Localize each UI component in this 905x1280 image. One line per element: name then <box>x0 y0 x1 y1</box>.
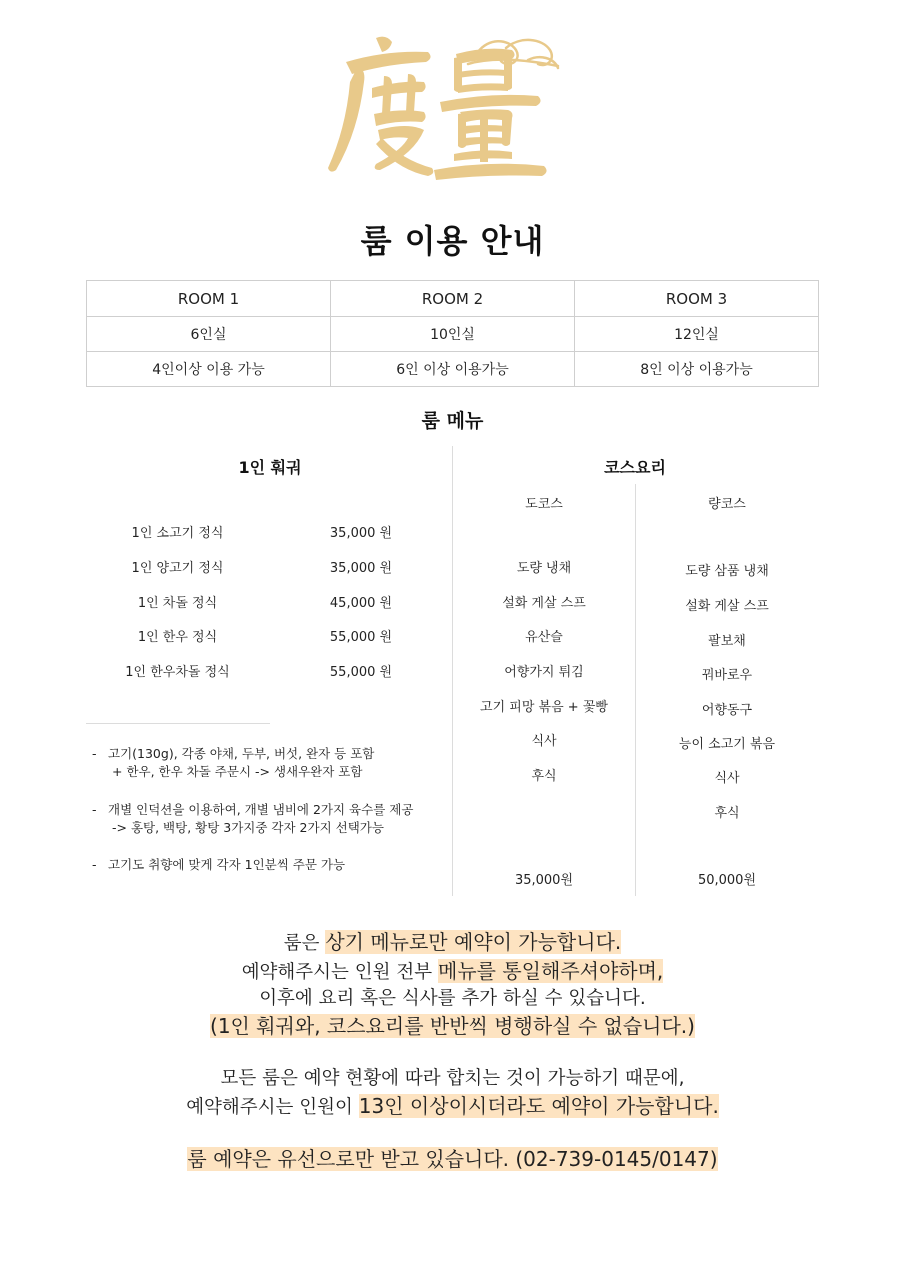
table-row <box>87 281 819 317</box>
table-row <box>87 352 819 387</box>
room-table <box>86 280 819 387</box>
course-item: 도량 삼품 냉채 <box>685 564 769 579</box>
room-name: ROOM 3 <box>575 281 819 317</box>
notice-line <box>0 926 905 955</box>
course-item: 식사 <box>714 771 740 786</box>
course-item: 능이 소고기 볶음 <box>678 737 776 752</box>
notice-line <box>0 1010 905 1039</box>
course-item: 어향가지 튀김 <box>504 665 584 680</box>
course-item: 유산슬 <box>525 630 563 645</box>
notice-text: 이후에 요리 혹은 식사를 추가 하실 수 있습니다. <box>259 988 646 1009</box>
menu-item-name: 1인 차돌 정식 <box>137 596 218 611</box>
course-item: 설화 게살 스프 <box>685 599 769 614</box>
page-title: 룸 이용 안내 <box>360 222 545 260</box>
course-item: 후식 <box>531 769 557 784</box>
notice-highlight: (1인 훠궈와, 코스요리를 반반씩 병행하실 수 없습니다.) <box>210 1014 695 1038</box>
course-item: 후식 <box>714 806 740 821</box>
menu-item-price: 35,000 원 <box>329 561 393 576</box>
room-minimum: 8인 이상 이용가능 <box>575 352 819 387</box>
course-price: 50,000원 <box>697 873 757 888</box>
room-name: ROOM 2 <box>331 281 575 317</box>
menu-item-name: 1인 한우 정식 <box>137 630 218 645</box>
course-ryang-name: 량코스 <box>708 497 746 512</box>
room-capacity: 10인실 <box>331 317 575 352</box>
notice-line <box>0 1090 905 1119</box>
course-item: 설화 게살 스프 <box>502 596 586 611</box>
menu-item-price: 55,000 원 <box>329 630 393 645</box>
notice-highlight: 상기 메뉴로만 예약이 가능합니다. <box>325 930 622 954</box>
brand-logo <box>328 30 578 190</box>
notice-highlight: 메뉴를 통일해주셔야하며, <box>438 959 664 983</box>
menu-title: 룸 메뉴 <box>421 410 484 432</box>
room-capacity: 12인실 <box>575 317 819 352</box>
room-name: ROOM 1 <box>87 281 331 317</box>
note-line: 고기(130g), 각종 야채, 두부, 버섯, 완자 등 포함 <box>108 746 375 761</box>
reservation-phone-notice: 룸 예약은 유선으로만 받고 있습니다. (02-739-0145/0147) <box>187 1147 718 1171</box>
course-item: 고기 피망 볶음 + 꽃빵 <box>480 700 608 715</box>
menu-note <box>92 801 413 837</box>
notice-text: 룸은 <box>283 933 326 954</box>
note-line: 고기도 취향에 맞게 각자 1인분씩 주문 가능 <box>108 857 346 872</box>
menu-item-price: 45,000 원 <box>329 596 393 611</box>
notes-divider <box>86 723 270 724</box>
course-do-name: 도코스 <box>525 497 563 512</box>
notice-text: 모든 룸은 예약 현황에 따라 합치는 것이 가능하기 때문에, <box>220 1068 685 1089</box>
notice-highlight: 13인 이상이시더라도 예약이 가능합니다. <box>358 1094 719 1118</box>
table-row <box>87 317 819 352</box>
notice-line <box>0 955 905 984</box>
course-title: 코스요리 <box>604 458 666 477</box>
note-dash: - <box>92 746 97 761</box>
solo-title: 1인 훠궈 <box>238 458 302 477</box>
note-line: -> 홍탕, 백탕, 황탕 3가지중 각자 2가지 선택가능 <box>112 820 384 835</box>
notice-text: 예약해주시는 인원이 <box>186 1097 359 1118</box>
course-item: 팔보채 <box>708 634 746 649</box>
course-divider <box>635 484 636 896</box>
menu-item-name: 1인 양고기 정식 <box>131 561 224 576</box>
menu-note <box>92 856 345 874</box>
note-dash: - <box>92 857 97 872</box>
notice-text: 예약해주시는 인원 전부 <box>241 962 439 983</box>
note-dash: - <box>92 802 97 817</box>
course-item: 식사 <box>531 734 557 749</box>
course-item: 도량 냉채 <box>516 561 572 576</box>
menu-item-price: 35,000 원 <box>329 526 393 541</box>
menu-item-price: 55,000 원 <box>329 665 393 680</box>
course-price: 35,000원 <box>514 873 574 888</box>
notice-line <box>0 1143 905 1172</box>
menu-note <box>92 745 374 781</box>
course-item: 어향동구 <box>701 703 753 718</box>
notice-line <box>0 984 905 1010</box>
room-minimum: 4인이상 이용 가능 <box>87 352 331 387</box>
course-item: 꿔바로우 <box>701 668 753 683</box>
note-line: 개별 인덕션을 이용하여, 개별 냄비에 2가지 육수를 제공 <box>108 802 414 817</box>
notice-line <box>0 1064 905 1090</box>
note-line: + 한우, 한우 차돌 주문시 -> 생새우완자 포함 <box>112 764 363 779</box>
menu-item-name: 1인 소고기 정식 <box>131 526 224 541</box>
room-minimum: 6인 이상 이용가능 <box>331 352 575 387</box>
room-capacity: 6인실 <box>87 317 331 352</box>
menu-item-name: 1인 한우차돌 정식 <box>125 665 230 680</box>
